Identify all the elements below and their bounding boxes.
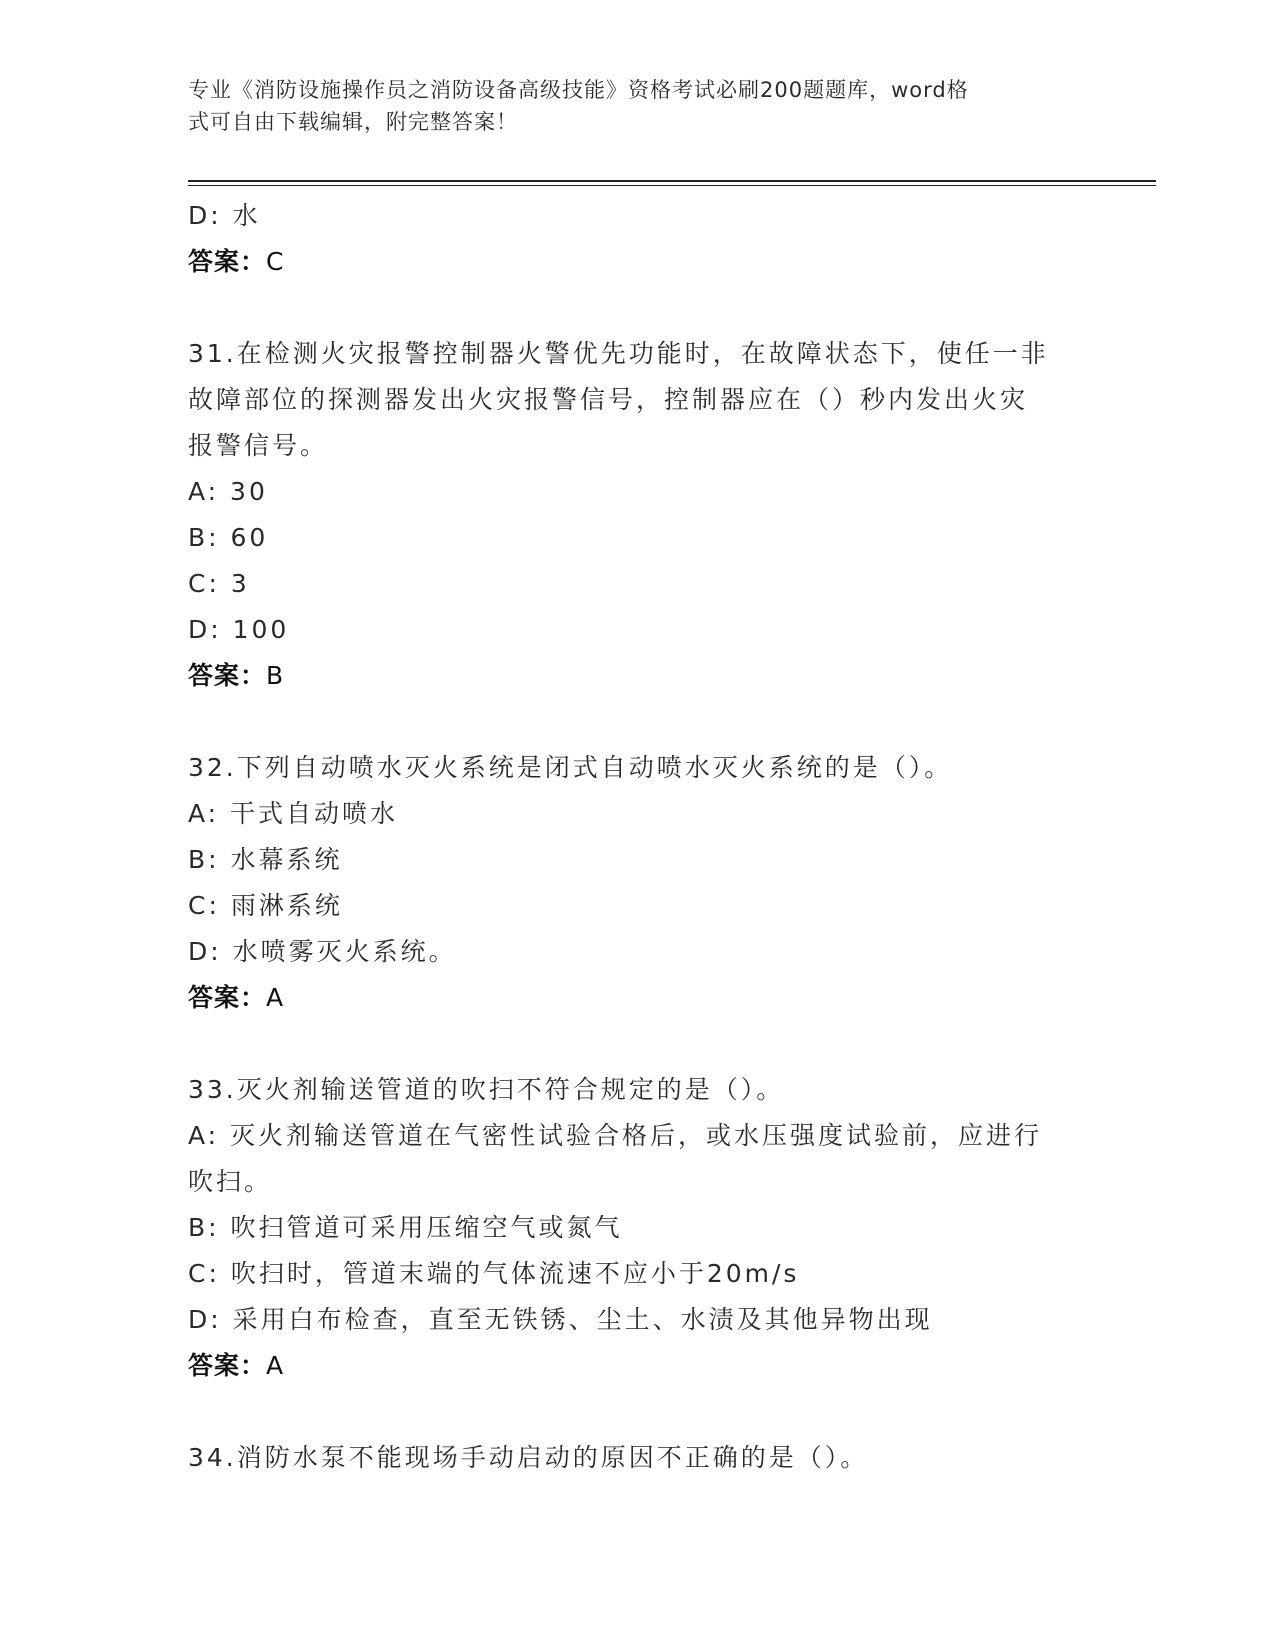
question-text-line: 34.消防水泵不能现场手动启动的原因不正确的是（）。 (188, 1443, 869, 1472)
option-d: D: 水 (188, 201, 261, 230)
option-a-continued: 吹扫。 (188, 1167, 273, 1196)
page-header (188, 74, 1068, 138)
answer-line (188, 239, 1088, 285)
option-c: C: 雨淋系统 (188, 891, 343, 920)
option-b: B: 水幕系统 (188, 845, 343, 874)
answer-line (188, 1343, 1088, 1389)
answer-value: B (266, 661, 285, 690)
answer-value: A (266, 1351, 285, 1380)
answer-label: 答案： (188, 983, 267, 1012)
question-34 (188, 1435, 1088, 1481)
option-c: C: 吹扫时，管道末端的气体流速不应小于20m/s (188, 1259, 800, 1288)
answer-line (188, 975, 1088, 1021)
answer-value: A (266, 983, 285, 1012)
option-c: C: 3 (188, 569, 250, 598)
spacer (188, 699, 1088, 745)
question-text-line: 31.在检测火灾报警控制器火警优先功能时，在故障状态下，使任一非 (188, 339, 1049, 368)
question-text-line: 报警信号。 (188, 431, 329, 460)
question-32 (188, 745, 1088, 1021)
option-b: B: 吹扫管道可采用压缩空气或氮气 (188, 1213, 623, 1242)
header-line-1: 专业《消防设施操作员之消防设备高级技能》资格考试必刷200题题库，word格 (188, 78, 969, 102)
question-text-line: 故障部位的探测器发出火灾报警信号，控制器应在（）秒内发出火灾 (188, 385, 1029, 414)
option-d: D: 水喷雾灭火系统。 (188, 937, 457, 966)
question-text-line: 32.下列自动喷水灭火系统是闭式自动喷水灭火系统的是（）。 (188, 753, 953, 782)
question-33 (188, 1067, 1088, 1389)
option-a: A: 灭火剂输送管道在气密性试验合格后，或水压强度试验前，应进行 (188, 1121, 1043, 1150)
spacer (188, 1389, 1088, 1435)
answer-label: 答案： (188, 247, 267, 276)
answer-label: 答案： (188, 661, 267, 690)
spacer (188, 1021, 1088, 1067)
spacer (188, 285, 1088, 331)
option-d: D: 采用白布检查，直至无铁锈、尘土、水渍及其他异物出现 (188, 1305, 933, 1334)
question-30-tail (188, 193, 1088, 285)
header-divider-thin (188, 185, 1156, 186)
answer-value: C (266, 247, 285, 276)
option-a: A: 30 (188, 477, 268, 506)
header-divider-thick (188, 180, 1156, 182)
question-content (188, 193, 1088, 1481)
option-d: D: 100 (188, 615, 290, 644)
option-b: B: 60 (188, 523, 269, 552)
header-line-2: 式可自由下载编辑，附完整答案！ (188, 110, 518, 134)
answer-label: 答案： (188, 1351, 267, 1380)
answer-line (188, 653, 1088, 699)
question-31 (188, 331, 1088, 699)
question-text-line: 33.灭火剂输送管道的吹扫不符合规定的是（）。 (188, 1075, 785, 1104)
option-a: A: 干式自动喷水 (188, 799, 399, 828)
